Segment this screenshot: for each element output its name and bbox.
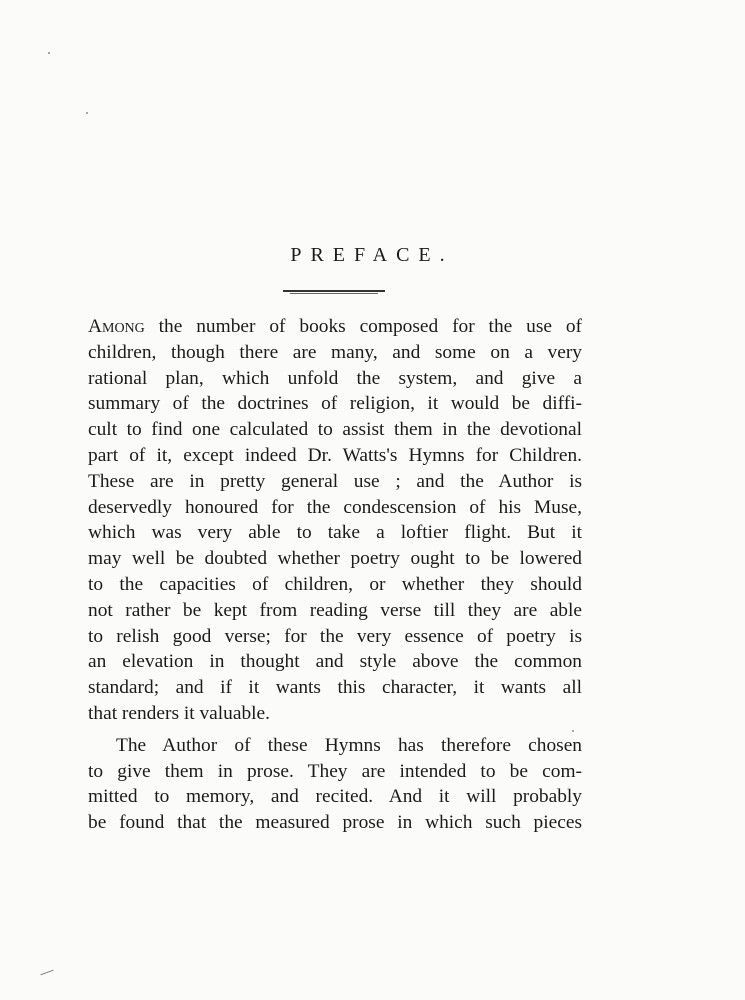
- paper-speck: [86, 112, 88, 114]
- paragraph-2: [88, 733, 582, 836]
- text-line: mitted to memory, and recited. And it will probably: [88, 786, 582, 808]
- text-line: to relish good verse; for the very essence of poetry is: [88, 625, 582, 647]
- text-line: standard; and if it wants this character, it wants all: [88, 677, 582, 699]
- text-line: may well be doubted whether poetry ought to be lowered: [88, 548, 582, 570]
- text-line: These are in pretty general use ; and the Author is: [88, 470, 582, 492]
- text-line: The Author of these Hymns has therefore chosen: [116, 734, 582, 756]
- text-line: summary of the doctrines of religion, it would be diffi-: [88, 393, 582, 415]
- text-line: not rather be kept from reading verse till they are able: [88, 599, 582, 621]
- paper-speck: [572, 730, 574, 732]
- ornamental-rule: [283, 290, 385, 292]
- paper-speck: [40, 970, 53, 976]
- text-line: which was very able to take a loftier flight. But it: [88, 522, 582, 544]
- text-line: to give them in prose. They are intended to be com-: [88, 760, 582, 782]
- text-line: cult to find one calculated to assist them in the devotional: [88, 419, 582, 441]
- text-line: to the capacities of children, or whether they should: [88, 573, 582, 595]
- text-line: an elevation in thought and style above the common: [88, 651, 582, 673]
- text-line: children, though there are many, and some on a very: [88, 341, 582, 363]
- text-line: that renders it valuable.: [88, 702, 270, 724]
- text-line: deservedly honoured for the condescension of his Muse,: [88, 496, 582, 518]
- paper-speck: [48, 52, 50, 54]
- paragraph-1: [88, 314, 582, 727]
- drop-word: Among: [88, 316, 145, 337]
- text-line: rational plan, which unfold the system, and give a: [88, 367, 582, 389]
- text-line: be found that the measured prose in which such pieces: [88, 812, 582, 834]
- ornamental-rule-inner: [290, 293, 378, 294]
- page-title: PREFACE.: [290, 244, 454, 266]
- text-line: Among the number of books composed for the use of: [88, 316, 582, 337]
- text-line: part of it, except indeed Dr. Watts's Hymns for Children.: [88, 444, 582, 466]
- preface-body: [88, 314, 582, 836]
